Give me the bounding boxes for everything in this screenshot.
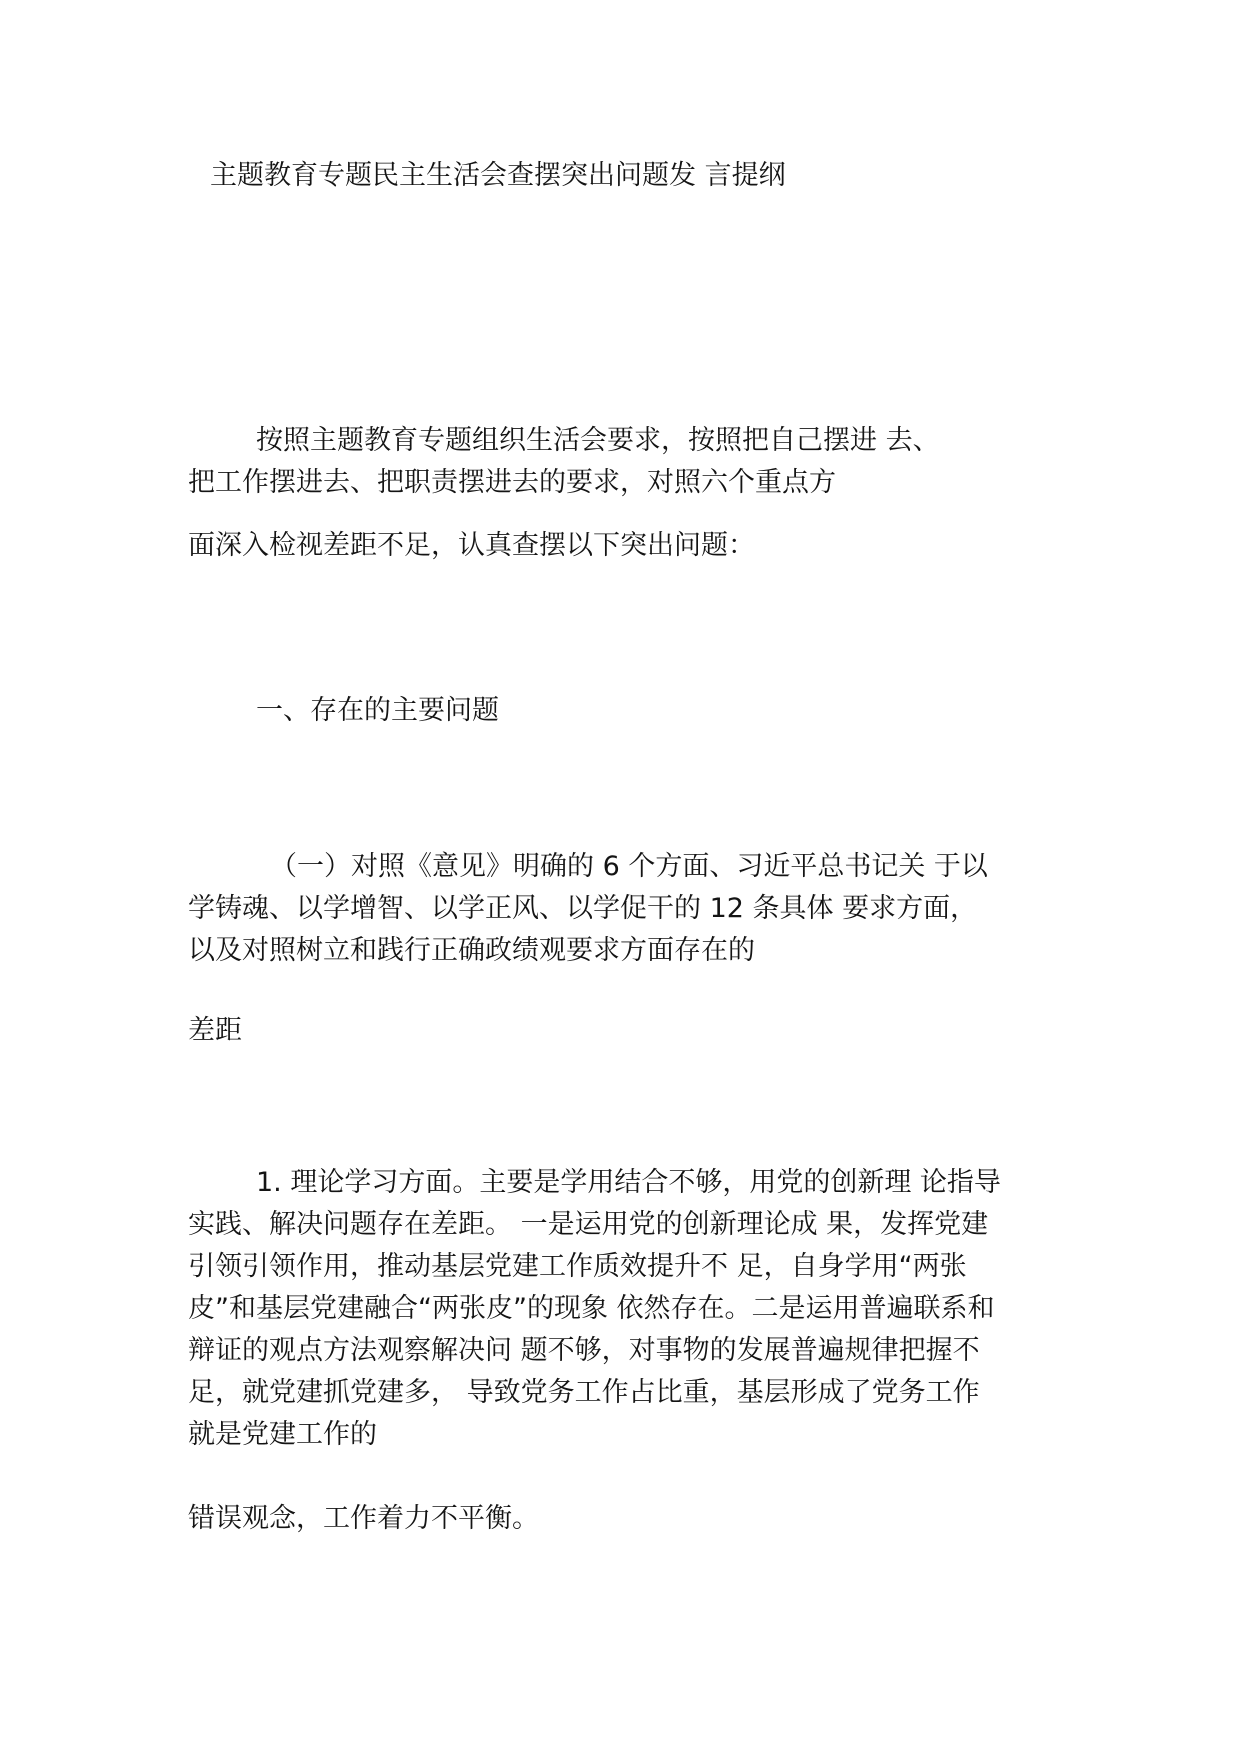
subsection-line-1: （一）对照《意见》明确的 6 个方面、习近平总书记关 于以 xyxy=(270,851,988,882)
item-one-line-6: 足，就党建抓党建多， 导致党务工作占比重，基层形成了党务工作 xyxy=(188,1377,980,1408)
item-one-line-8: 错误观念，工作着力不平衡。 xyxy=(188,1503,539,1534)
subsection-line-4: 差距 xyxy=(188,1015,242,1046)
item-one-line-1: 1. 理论学习方面。主要是学用结合不够，用党的创新理 论指导 xyxy=(256,1167,1001,1198)
subsection-paragraph xyxy=(188,846,1068,972)
document-title: 主题教育专题民主生活会查摆突出问题发 言提纲 xyxy=(210,160,786,191)
intro-paragraph-tail xyxy=(188,525,1068,567)
item-one-paragraph-tail xyxy=(188,1498,1068,1540)
intro-line-3: 面深入检视差距不足，认真查摆以下突出问题： xyxy=(188,530,755,561)
item-one-line-7: 就是党建工作的 xyxy=(188,1419,377,1450)
subsection-line-2: 学铸魂、以学增智、以学正风、以学促干的 12 条具体 要求方面， xyxy=(188,893,978,924)
item-one-line-5: 辩证的观点方法观察解决问 题不够，对事物的发展普遍规律把握不 xyxy=(188,1335,980,1366)
intro-paragraph xyxy=(188,420,1068,504)
section-heading: 一、存在的主要问题 xyxy=(256,695,499,726)
intro-line-1: 按照主题教育专题组织生活会要求，按照把自己摆进 去、 xyxy=(256,425,940,456)
item-one-line-3: 引领引领作用，推动基层党建工作质效提升不 足，自身学用“两张 xyxy=(188,1251,967,1282)
intro-line-2: 把工作摆进去、把职责摆进去的要求，对照六个重点方 xyxy=(188,467,836,498)
subsection-paragraph-tail xyxy=(188,1010,1068,1052)
subsection-line-3: 以及对照树立和践行正确政绩观要求方面存在的 xyxy=(188,935,755,966)
item-one-line-4: 皮”和基层党建融合“两张皮”的现象 依然存在。二是运用普遍联系和 xyxy=(188,1293,995,1324)
item-one-line-2: 实践、解决问题存在差距。 一是运用党的创新理论成 果，发挥党建 xyxy=(188,1209,989,1240)
item-one-paragraph xyxy=(188,1162,1068,1456)
